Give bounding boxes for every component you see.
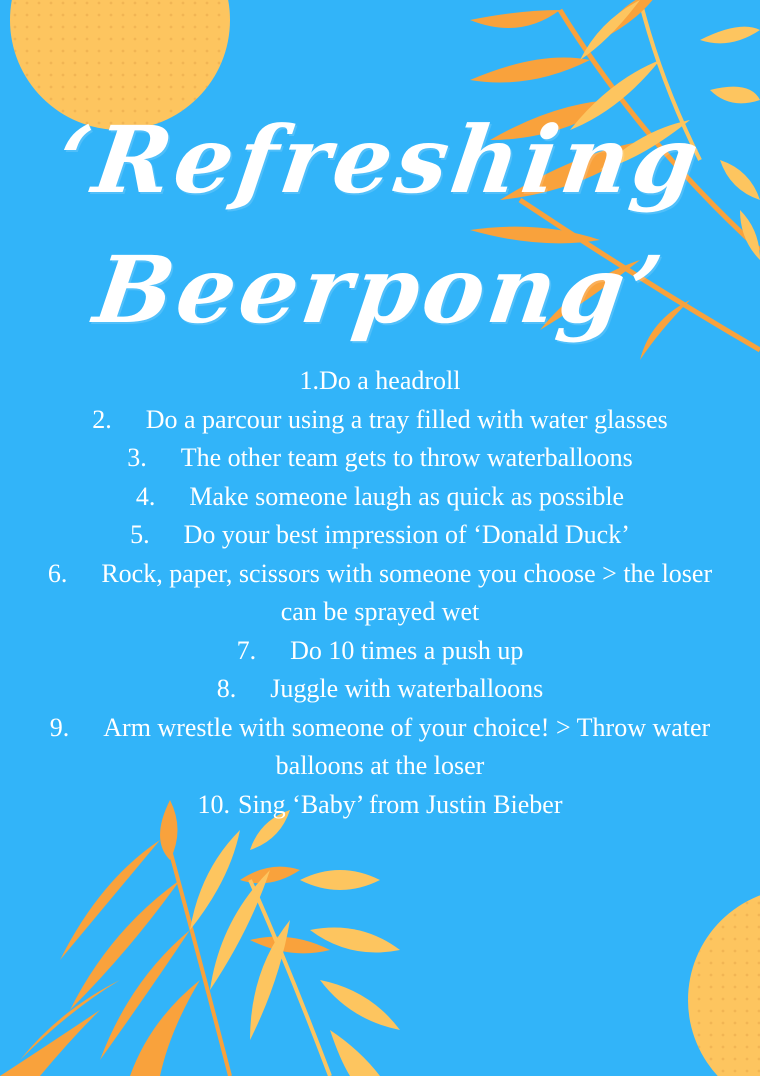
rule-number: 10. (197, 789, 230, 819)
rule-text: Juggle with waterballoons (270, 674, 544, 703)
title-line-2: Beerpong’ (88, 236, 672, 344)
rule-number: 2. (92, 404, 112, 434)
sun-circle-bottom-right (688, 888, 760, 1076)
rule-item (0, 555, 760, 632)
rule-item (0, 401, 760, 440)
rule-text: Make someone laugh as quick as possible (189, 481, 625, 511)
rule-item (0, 709, 760, 786)
rule-number: 5. (130, 520, 150, 549)
rule-text-continued: balloons at the loser (275, 751, 485, 780)
rule-item (0, 786, 760, 825)
rule-text: Do your best impression of ‘Donald Duck’ (183, 520, 630, 549)
rule-number: 1. (299, 366, 319, 395)
rule-item (0, 516, 760, 555)
rule-text: Do a parcour using a tray filled with water glasses (145, 404, 668, 434)
rule-number: 8. (216, 674, 237, 703)
rule-text: Do 10 times a push up (290, 635, 524, 665)
rule-item (0, 362, 760, 401)
rule-item (0, 478, 760, 517)
rule-item (0, 632, 760, 671)
rule-text: Rock, paper, scissors with someone you choose > the loser (101, 558, 713, 588)
rule-text-continued: can be sprayed wet (280, 597, 480, 626)
rule-number: 6. (47, 558, 68, 588)
rule-text: Do a headroll (318, 366, 461, 395)
rule-number: 7. (236, 635, 257, 665)
palm-leaves-bottom-left (0, 800, 400, 1076)
rule-number: 3. (127, 443, 147, 472)
rule-item (0, 670, 760, 709)
rule-text: Arm wrestle with someone of your choice! > Throw water (103, 712, 711, 742)
rule-number: 4. (135, 481, 156, 511)
title-line-1: ‘Refreshing (51, 106, 709, 214)
rule-text: The other team gets to throw waterballoons (180, 443, 633, 472)
rule-item (0, 439, 760, 478)
rule-text: Sing ‘Baby’ from Justin Bieber (238, 789, 563, 819)
rule-number: 9. (49, 712, 70, 742)
rules-list (0, 362, 760, 824)
